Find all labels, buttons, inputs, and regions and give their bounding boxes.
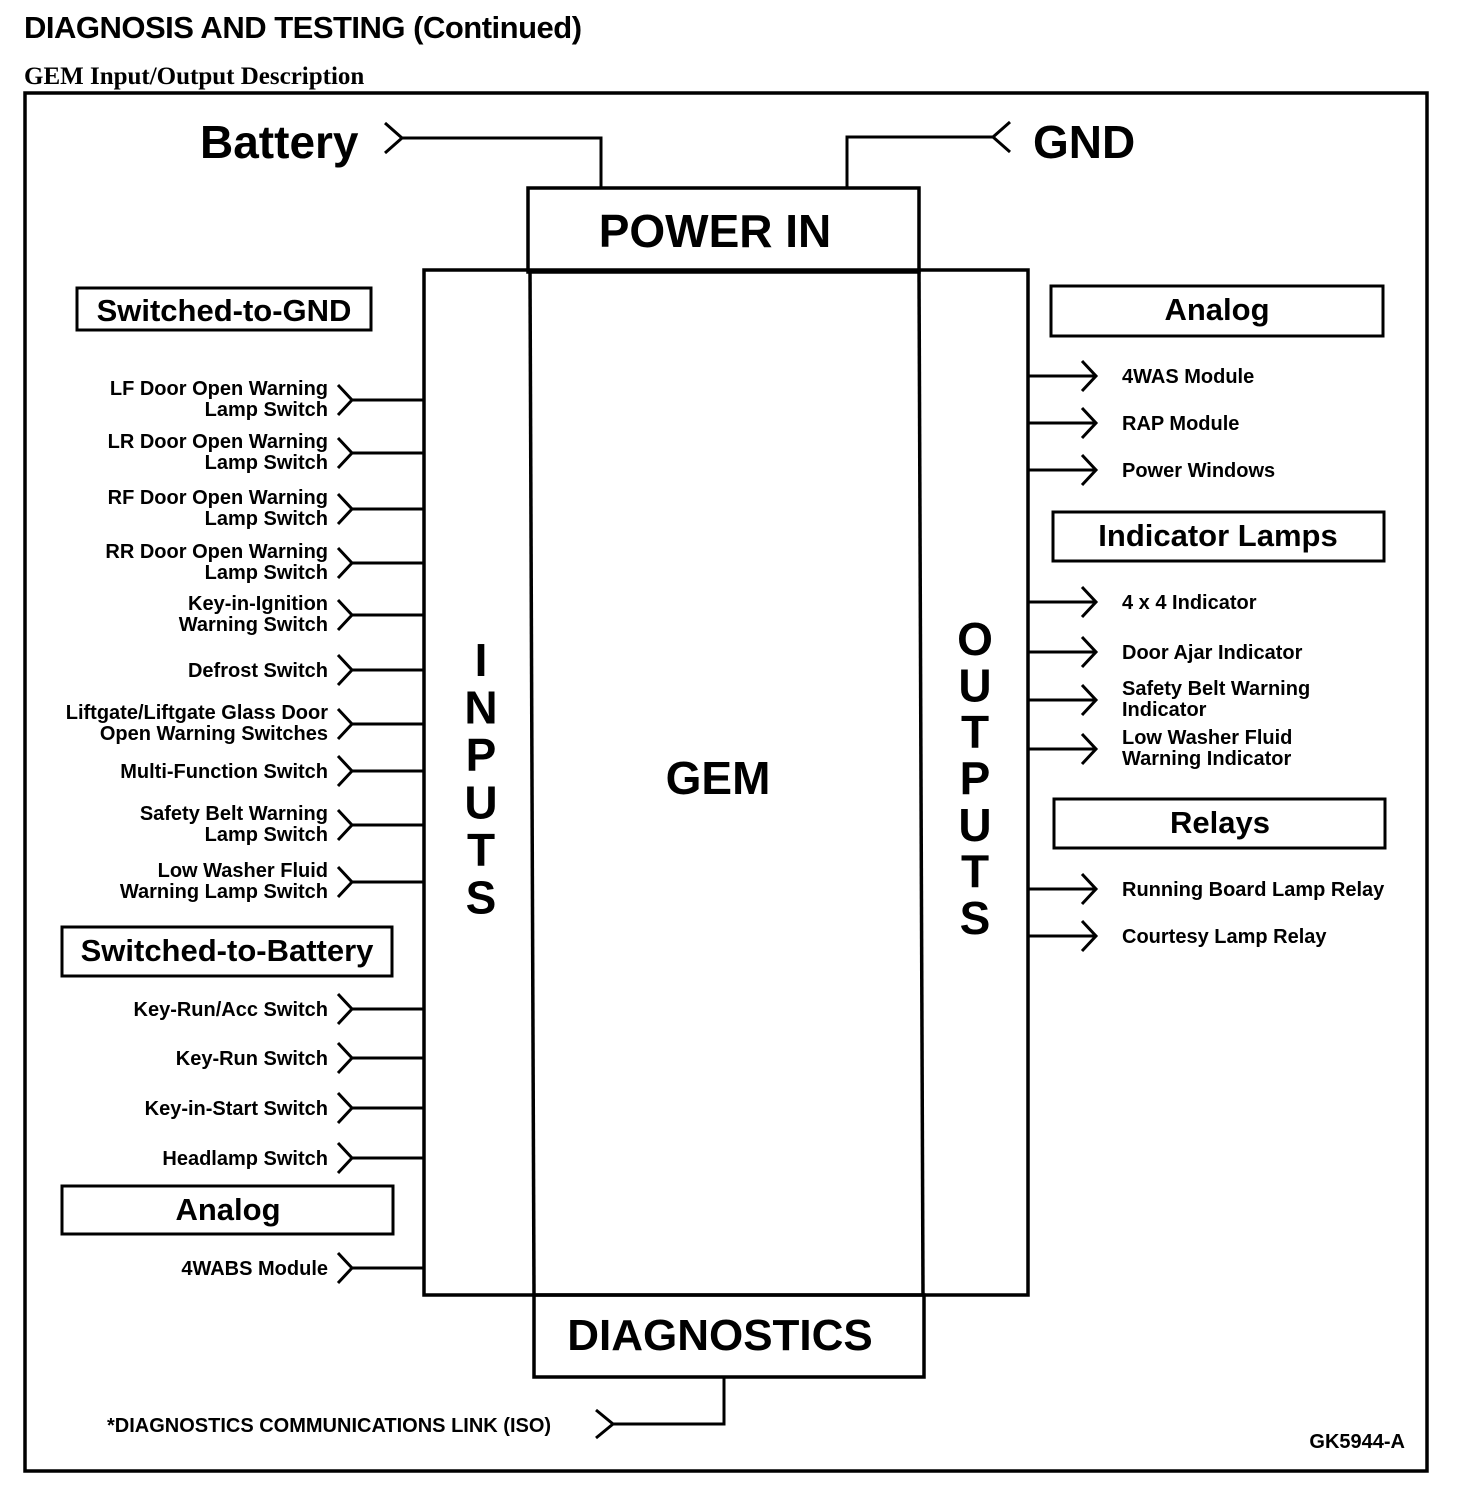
input-row (110, 378, 424, 421)
output-label-line2: Indicator (1122, 699, 1207, 721)
input-label-line1: Liftgate/Liftgate Glass Door (65, 702, 328, 724)
battery-connector-icon (385, 123, 402, 153)
inputs-letter: I (474, 634, 488, 686)
outputs-letter: T (960, 706, 990, 758)
input-label: Headlamp Switch (162, 1148, 328, 1170)
output-row (1028, 408, 1239, 438)
input-label-line1: RF Door Open Warning (107, 487, 328, 509)
outputs-letter: U (958, 799, 992, 851)
input-label: Defrost Switch (187, 660, 328, 682)
input-row (162, 1143, 424, 1173)
input-row (140, 803, 424, 846)
output-label: Door Ajar Indicator (1122, 642, 1303, 664)
input-connector-icon (338, 709, 352, 739)
analog-output-header: Analog (1164, 292, 1270, 327)
relay-outputs (1028, 874, 1385, 951)
switched-to-gnd-inputs (66, 378, 424, 903)
input-label-line2: Warning Switch (178, 614, 328, 636)
input-label-line1: RR Door Open Warning (105, 541, 328, 563)
battery-label: Battery (200, 116, 359, 168)
output-label-line2: Warning Indicator (1122, 748, 1292, 770)
input-row (105, 541, 424, 584)
input-label-line2: Open Warning Switches (99, 723, 328, 745)
input-connector-icon (338, 600, 352, 630)
input-row (108, 431, 424, 474)
input-row (120, 756, 424, 786)
output-row (1028, 921, 1327, 951)
input-connector-icon (338, 655, 352, 685)
input-row (176, 1043, 424, 1073)
input-label-line1: LR Door Open Warning (107, 431, 328, 453)
input-label-line1: Safety Belt Warning (139, 803, 328, 825)
outputs-letter: T (960, 845, 990, 898)
output-label: Power Windows (1122, 460, 1276, 482)
output-label-line1: Low Washer Fluid (1122, 727, 1293, 749)
input-connector-icon (338, 548, 352, 578)
analog-outputs (1028, 361, 1275, 485)
input-label: Multi-Function Switch (120, 761, 328, 783)
input-label-line1: LF Door Open Warning (109, 378, 328, 400)
outputs-vertical-label (957, 613, 993, 944)
input-label-line2: Lamp Switch (204, 399, 328, 421)
output-row (1028, 587, 1257, 617)
gnd-wire (847, 137, 993, 188)
switched-to-battery-header: Switched-to-Battery (80, 933, 374, 968)
input-label-line1: Key-in-Ignition (188, 593, 328, 615)
input-label: Key-Run Switch (175, 1048, 328, 1070)
input-connector-icon (338, 756, 352, 786)
input-row (179, 593, 424, 636)
input-connector-icon (338, 1043, 352, 1073)
output-row (1028, 727, 1292, 770)
input-label: 4WABS Module (181, 1258, 328, 1280)
inputs-letter: S (465, 871, 497, 924)
gem-label: GEM (665, 752, 771, 804)
input-label-line1: Low Washer Fluid (157, 860, 328, 882)
input-label: Key-in-Start Switch (144, 1098, 328, 1120)
output-label-line1: Safety Belt Warning (1122, 678, 1311, 700)
power-in-label: POWER IN (598, 205, 832, 257)
output-label: 4 x 4 Indicator (1122, 592, 1257, 614)
diagnostics-connector-icon (596, 1410, 613, 1438)
input-row (134, 994, 424, 1024)
inputs-letter: N (464, 681, 498, 734)
input-connector-icon (338, 385, 352, 415)
gnd-label: GND (1033, 116, 1136, 168)
page-title: DIAGNOSIS AND TESTING (Continued) (24, 10, 582, 45)
input-connector-icon (338, 1093, 352, 1123)
outputs-letter: U (958, 659, 992, 712)
diagnostics-wire (613, 1377, 724, 1424)
gem-left-wall (530, 270, 534, 1295)
input-label: Key-Run/Acc Switch (133, 999, 328, 1021)
inputs-letter: U (464, 776, 498, 829)
diagnostics-link-label: *DIAGNOSTICS COMMUNICATIONS LINK (ISO) (107, 1415, 552, 1437)
input-row (181, 1253, 424, 1283)
indicator-lamps-header: Indicator Lamps (1098, 518, 1338, 553)
input-label-line2: Lamp Switch (204, 508, 328, 530)
input-connector-icon (338, 810, 352, 840)
input-row (145, 1093, 424, 1123)
battery-wire (402, 138, 601, 188)
outputs-letter: O (957, 613, 993, 665)
outputs-letter: P (959, 752, 991, 805)
figure-id: GK5944-A (1309, 1431, 1405, 1453)
output-label: 4WAS Module (1122, 366, 1255, 388)
diagnostics-label: DIAGNOSTICS (567, 1311, 873, 1360)
inputs-vertical-label (464, 634, 497, 924)
input-label-line2: Lamp Switch (204, 824, 328, 846)
output-row (1028, 678, 1310, 721)
relays-header: Relays (1170, 805, 1270, 840)
input-row (66, 702, 424, 745)
inputs-letter: P (465, 729, 497, 781)
input-connector-icon (338, 1253, 352, 1283)
output-row (1028, 637, 1303, 667)
inputs-letter: T (466, 824, 496, 876)
input-connector-icon (338, 867, 352, 897)
output-label: RAP Module (1122, 413, 1240, 435)
output-label: Running Board Lamp Relay (1122, 879, 1385, 901)
analog-input-header: Analog (175, 1192, 281, 1227)
output-label: Courtesy Lamp Relay (1122, 926, 1327, 948)
input-row (188, 655, 424, 685)
input-connector-icon (338, 438, 352, 468)
input-row (120, 860, 424, 903)
gem-right-wall (919, 270, 923, 1295)
input-row (108, 487, 424, 530)
output-row (1028, 455, 1275, 485)
input-label-line2: Warning Lamp Switch (119, 881, 328, 903)
switched-to-battery-inputs (134, 994, 424, 1173)
switched-to-gnd-header: Switched-to-GND (96, 293, 352, 328)
input-label-line2: Lamp Switch (204, 562, 328, 584)
indicator-lamp-outputs (1028, 587, 1310, 770)
gnd-connector-icon (993, 122, 1010, 152)
output-row (1028, 361, 1254, 391)
input-connector-icon (338, 1143, 352, 1173)
input-label-line2: Lamp Switch (204, 452, 328, 474)
output-row (1028, 874, 1385, 904)
input-connector-icon (338, 994, 352, 1024)
input-connector-icon (338, 494, 352, 524)
outputs-letter: S (959, 892, 991, 944)
analog-inputs (181, 1253, 424, 1283)
figure-subtitle: GEM Input/Output Description (24, 63, 365, 90)
